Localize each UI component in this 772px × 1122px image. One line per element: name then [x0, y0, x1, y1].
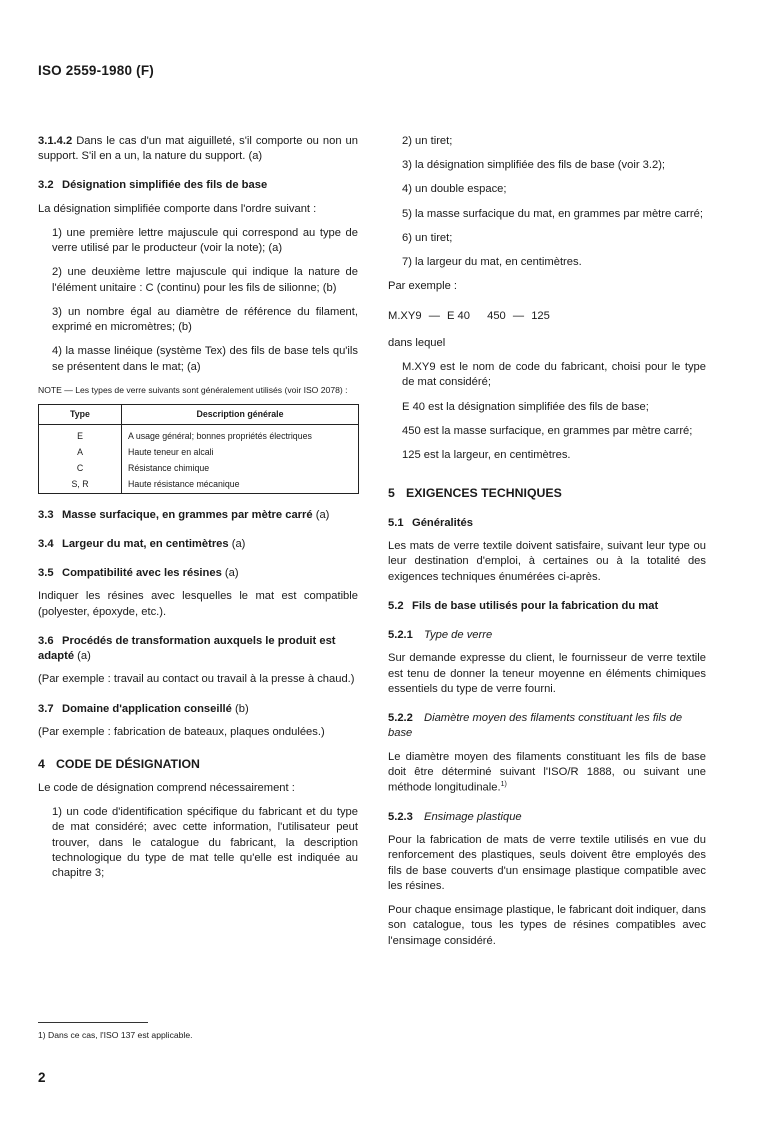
- table-cell: Résistance chimique: [122, 461, 359, 477]
- table-row: [39, 461, 359, 477]
- footnote-ref: 1): [500, 781, 507, 789]
- heading-5: 5 EXIGENCES TECHNIQUES: [388, 486, 562, 501]
- footnote-divider: [38, 1022, 148, 1023]
- paragraph: [388, 750, 706, 796]
- paragraph: La désignation simplifiée comporte dans l'ordre suivant :: [38, 202, 317, 215]
- code-part: 125: [531, 309, 550, 322]
- code-part: M.XY9: [388, 309, 422, 322]
- table-cell: E: [39, 424, 122, 444]
- clause-text: Dans le cas d'un mat aiguilleté, s'il comporte ou non un support. S'il en a un, la nature du support. (a): [38, 135, 358, 163]
- heading-5-2-1: 5.2.1 Type de verre: [388, 629, 493, 642]
- table-cell: A: [39, 445, 122, 461]
- heading-3-5: 3.5 Compatibilité avec les résines (a): [38, 567, 239, 580]
- paragraph: Indiquer les résines avec lesquelles le mat est compatible (polyester, époxyde, etc.).: [38, 590, 358, 618]
- heading-3-6: 3.6 Procédés de transformation auxquels le produit est adapté (a): [38, 634, 336, 663]
- list-item: 1) un code d'identification spécifique du fabricant et du type de mat considéré; avec cette information, l'utilisateur peut trouver, dans le catalogue du fabricant, la description technologique du type de mat telle qu'elle est indiquée au chapitre 3;: [52, 806, 358, 879]
- list-item: 3) la désignation simplifiée des fils de base (voir 3.2);: [402, 159, 666, 172]
- paragraph: Pour chaque ensimage plastique, le fabricant doit indiquer, dans son catalogue, tous les types de résines compatibles avec l'ensimage considéré.: [388, 904, 706, 947]
- definition: 125 est la largeur, en centimètres.: [402, 449, 571, 462]
- list-item: 2) une deuxième lettre majuscule qui indique la nature de l'élément unitaire : C (continu) pour les fils de silionne; (b): [52, 266, 358, 294]
- list-item: 2) un tiret;: [402, 135, 453, 147]
- code-part: 450: [487, 309, 506, 322]
- code-part: E 40: [446, 309, 470, 322]
- table-cell: C: [39, 461, 122, 477]
- heading-5-1: 5.1 Généralités: [388, 517, 473, 529]
- definitions: [388, 360, 706, 463]
- list-item: 6) un tiret;: [402, 231, 453, 244]
- heading-3-3: 3.3 Masse surfacique, en grammes par mètre carré (a): [38, 508, 330, 521]
- paragraph: dans lequel: [388, 336, 446, 349]
- heading-5-2: 5.2 Fils de base utilisés pour la fabrication du mat: [388, 599, 659, 612]
- footnote: 1) Dans ce cas, l'ISO 137 est applicable.: [38, 1030, 193, 1040]
- paragraph: Par exemple :: [388, 280, 458, 293]
- example-code: [388, 309, 706, 324]
- list-item: 7) la largeur du mat, en centimètres.: [402, 256, 582, 269]
- right-column: [388, 134, 706, 958]
- left-column: [38, 134, 358, 890]
- table-cell: A usage général; bonnes propriétés électriques: [122, 424, 359, 444]
- code-part: —: [428, 309, 440, 322]
- heading-4: 4 CODE DE DÉSIGNATION: [38, 757, 200, 772]
- paragraph: Pour la fabrication de mats de verre textile utilisés en vue du renforcement des plastiques, seuls doivent être employés des fils de base couverts d'un ensimage plastique compatible avec les résines.: [388, 834, 706, 892]
- paragraph: (Par exemple : fabrication de bateaux, plaques ondulées.): [38, 725, 325, 738]
- table-row: [39, 424, 359, 444]
- heading-3-4: 3.4 Largeur du mat, en centimètres (a): [38, 537, 246, 550]
- paragraph: Les mats de verre textile doivent satisfaire, suivant leur type ou leur destination d'emploi, à certaines ou à la totalité des exigences techniques énumérées ci-après.: [388, 540, 706, 583]
- glass-type-table: [38, 404, 359, 494]
- table-row: [39, 477, 359, 493]
- clause-3-1-4-2: [38, 134, 358, 164]
- table-header: Type: [39, 404, 122, 424]
- clause-number: 3.1.4.2: [38, 135, 73, 147]
- table-cell: Haute teneur en alcali: [122, 445, 359, 461]
- code-part: —: [512, 309, 525, 322]
- table-header-row: [39, 404, 359, 424]
- list-item: 4) la masse linéique (système Tex) des fils de base tels qu'ils se présentent dans le mat; (a): [52, 345, 358, 373]
- heading-5-2-3: 5.2.3 Ensimage plastique: [388, 811, 522, 824]
- list-item: 4) un double espace;: [402, 183, 507, 196]
- list-item: 3) un nombre égal au diamètre de référence du filament, exprimé en micromètres; (b): [52, 305, 358, 334]
- table-row: [39, 445, 359, 461]
- table-cell: Haute résistance mécanique: [122, 477, 359, 493]
- paragraph: Sur demande expresse du client, le fournisseur de verre textile est tenu de donner la teneur moyenne en éléments chimiques essentiels du type de verre fourni.: [388, 652, 706, 695]
- definition: M.XY9 est le nom de code du fabricant, choisi pour le type de mat considéré;: [402, 361, 706, 389]
- definition: E 40 est la désignation simplifiée des fils de base;: [402, 400, 649, 413]
- document-header: ISO 2559-1980 (F): [38, 63, 154, 78]
- paragraph: (Par exemple : travail au contact ou travail à la presse à chaud.): [38, 673, 355, 686]
- paragraph-text: Le diamètre moyen des filaments constituant les fils de base doit être déterminé suivant l'ISO/R 1888, ou suivant une méthode longitudinale.: [388, 750, 706, 794]
- heading-3-7: 3.7 Domaine d'application conseillé (b): [38, 702, 249, 715]
- heading-5-2-2: 5.2.2 Diamètre moyen des filaments constituant les fils de base: [388, 712, 683, 740]
- table-cell: S, R: [39, 477, 122, 493]
- heading-3-2: 3.2 Désignation simplifiée des fils de base: [38, 179, 268, 192]
- list-item: 5) la masse surfacique du mat, en grammes par mètre carré;: [402, 207, 703, 220]
- table-header: Description générale: [122, 404, 359, 424]
- page-number: 2: [38, 1070, 46, 1085]
- paragraph: Le code de désignation comprend nécessairement :: [38, 781, 295, 794]
- definition: 450 est la masse surfacique, en grammes par mètre carré;: [402, 424, 693, 437]
- list-item: 1) une première lettre majuscule qui correspond au type de verre utilisé par le producteur (voir la note); (a): [52, 226, 358, 255]
- note: NOTE — Les types de verre suivants sont généralement utilisés (voir ISO 2078) :: [38, 384, 348, 395]
